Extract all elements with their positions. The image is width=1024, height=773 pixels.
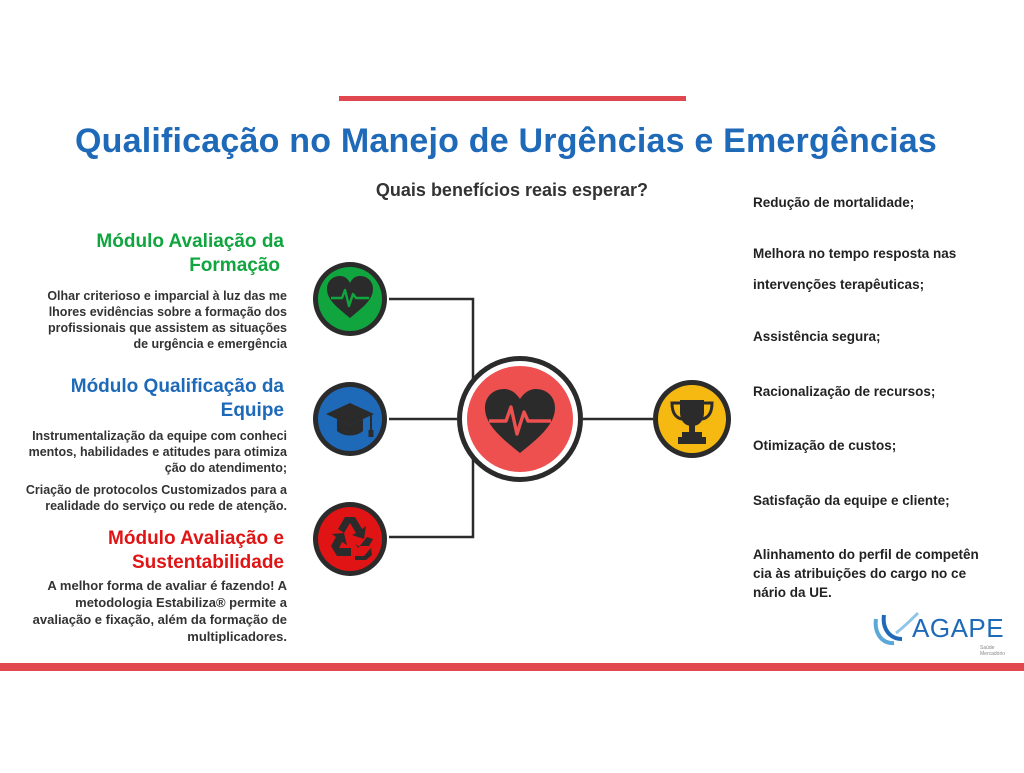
logo-tagline: Saúde Mercadório	[980, 645, 1006, 657]
desc-line: de urgência e emergência	[133, 337, 287, 351]
module-equipe-title-line2: Equipe	[220, 400, 284, 421]
agape-logo	[870, 609, 1016, 657]
desc-line: lhores evidências sobre a formação dos	[48, 305, 287, 319]
desc-line: Instrumentalização da equipe com conheci	[32, 429, 287, 443]
desc-line: Olhar criterioso e imparcial à luz das me	[47, 289, 287, 303]
benefit-item: Satisfação da equipe e cliente;	[753, 493, 950, 508]
desc-line: Criação de protocolos Customizados para a	[25, 483, 287, 497]
benefit-item: nário da UE.	[753, 585, 832, 600]
desc-line: mentos, habilidades e atitudes para otimiza	[28, 445, 287, 459]
module-formacao-title-line2: Formação	[189, 255, 280, 276]
desc-line: A melhor forma de avaliar é fazendo! A	[47, 578, 287, 593]
benefit-item: Otimização de custos;	[753, 438, 897, 453]
benefit-item: intervenções terapêuticas;	[753, 277, 925, 292]
trophy-icon	[653, 380, 731, 458]
benefit-item: Redução de mortalidade;	[753, 195, 915, 210]
page-subtitle: Quais benefícios reais esperar?	[375, 180, 649, 200]
desc-line: multiplicadores.	[187, 629, 287, 644]
desc-line: ção do atendimento;	[164, 461, 287, 475]
desc-line: profissionais que assistem as situações	[48, 321, 287, 335]
recycle-icon	[313, 502, 387, 576]
benefit-item: Racionalização de recursos;	[753, 384, 936, 399]
logo-text: AGAPE	[912, 613, 1005, 643]
desc-line: metodologia Estabiliza® permite a	[75, 595, 287, 610]
desc-line: avaliação e fixação, além da formação de	[32, 612, 287, 627]
benefit-item: Alinhamento do perfil de competên	[753, 547, 979, 562]
module-sustentabilidade-title-line1: Módulo Avaliação e	[108, 528, 284, 549]
benefit-item: Assistência segura;	[753, 329, 881, 344]
benefit-item: cia às atribuições do cargo no ce	[753, 566, 967, 581]
graduation-cap-icon	[313, 382, 387, 456]
desc-line: realidade do serviço ou rede de atenção.	[45, 499, 287, 513]
benefit-item: Melhora no tempo resposta nas	[753, 246, 957, 261]
page-title: Qualificação no Manejo de Urgências e Emergências	[75, 122, 937, 160]
center-heart-pulse-icon	[457, 356, 583, 482]
bottom-accent-bar	[0, 663, 1024, 671]
module-sustentabilidade-title-line2: Sustentabilidade	[131, 552, 284, 573]
module-equipe-title-line1: Módulo Qualificação da	[70, 376, 284, 397]
module-formacao-title-line1: Módulo Avaliação da	[96, 231, 284, 252]
heart-pulse-icon	[313, 262, 387, 336]
